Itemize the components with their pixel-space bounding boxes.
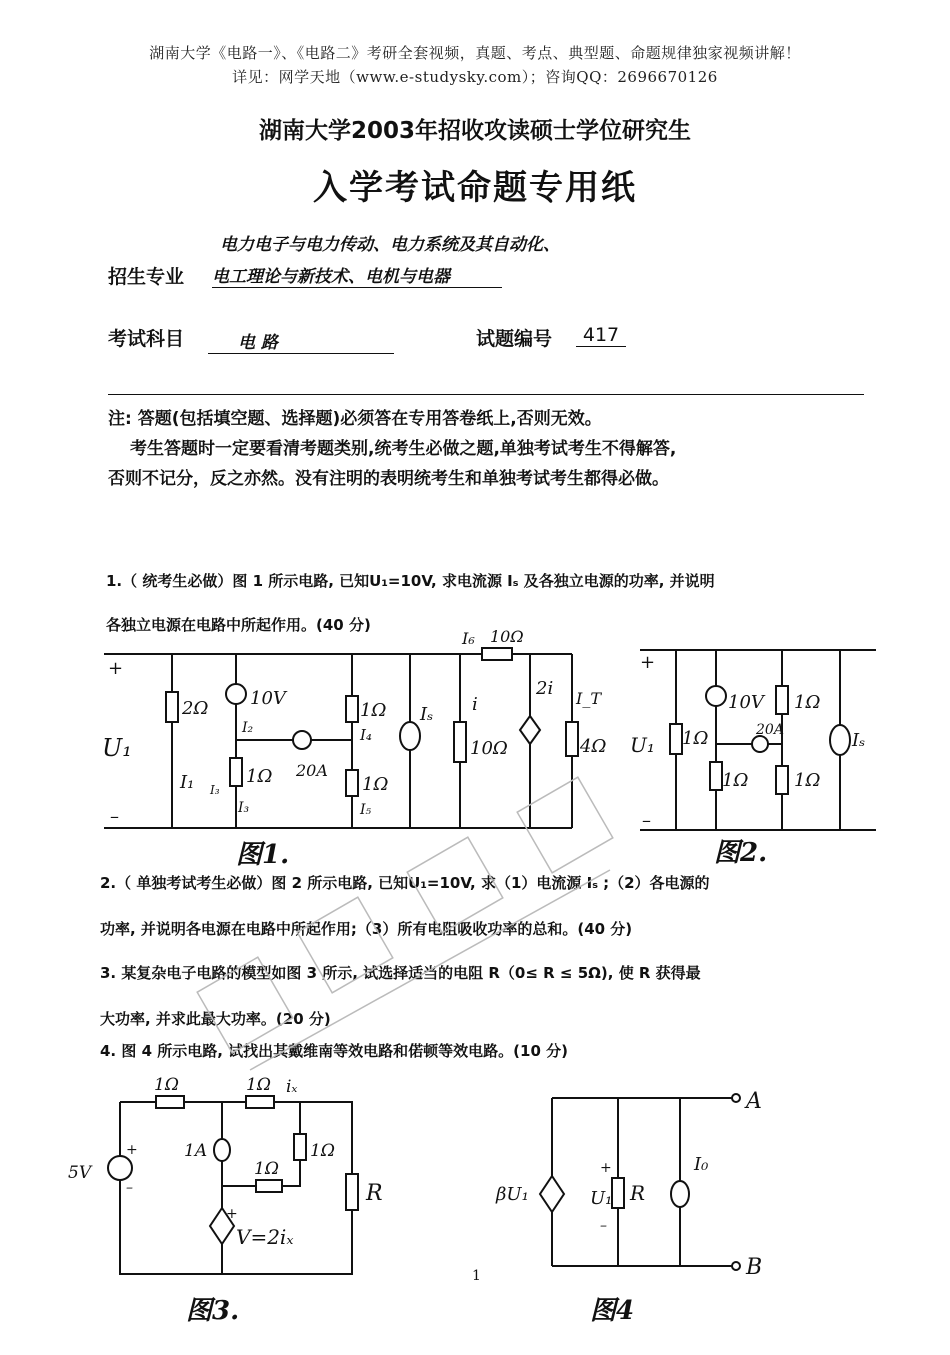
question-1-line2: 各独立电源在电路中所起作用。(40 分): [106, 616, 371, 634]
question-1-line1: 1.（ 统考生必做）图 1 所示电路, 已知U₁=10V, 求电流源 Iₛ 及各独立电源的功率, 并说明: [106, 572, 715, 590]
question-3-line1: 3. 某复杂电子电路的模型如图 3 所示, 试选择适当的电阻 R（0≤ R ≤ 5Ω), 使 R 获得最: [100, 964, 701, 982]
fig1-minus: –: [110, 806, 119, 827]
fig1-i2: I₂: [242, 720, 254, 736]
question-2-line2: 功率, 并说明各电源在电路中所起作用;（3）所有电阻吸收功率的总和。(40 分): [100, 920, 633, 938]
fig2-u1: U₁: [630, 733, 655, 757]
page-title-line2: 入学考试命题专用纸: [313, 168, 637, 208]
fig2-cs20: 20A: [756, 722, 784, 738]
fig1-extra-label: I₃: [210, 783, 220, 797]
fig3-minus-vs: –: [126, 1180, 133, 1196]
fig2-r1d: 1Ω: [794, 770, 821, 791]
fig1-r4: 4Ω: [580, 736, 607, 757]
fig1-r1b: 1Ω: [360, 700, 387, 721]
major-label: 招生专业: [108, 266, 185, 288]
fig1-vs: 10V: [250, 688, 286, 709]
fig4-a: A: [746, 1089, 762, 1114]
fig3-r1a: 1Ω: [154, 1075, 179, 1095]
figure-2-circuit: [630, 636, 880, 842]
fig1-is: Iₛ: [420, 704, 434, 725]
fig1-i6: I₆: [462, 629, 475, 648]
subject-value: 电 路: [208, 328, 394, 354]
fig3-plus-dep: +: [226, 1206, 238, 1222]
fig2-r1b: 1Ω: [722, 770, 749, 791]
fig2-vs: 10V: [728, 692, 764, 713]
question-3-line2: 大功率, 并求此最大功率。(20 分): [100, 1010, 331, 1028]
fig4-dep: βU₁: [496, 1184, 529, 1205]
fig3-ix: iₓ: [286, 1077, 298, 1097]
code-label: 试题编号: [476, 328, 553, 350]
fig1-i3: I₃: [238, 800, 250, 816]
fig4-b: B: [746, 1255, 763, 1280]
code-value: 417: [576, 324, 626, 347]
fig3-r1b: 1Ω: [246, 1075, 271, 1095]
fig2-r1c: 1Ω: [794, 692, 821, 713]
figure-4-caption: 图4: [590, 1296, 635, 1326]
fig1-r10: 10Ω: [470, 738, 508, 759]
fig4-u1: U₁: [590, 1188, 613, 1209]
question-2-line1: 2.（ 单独考试考生必做）图 2 所示电路, 已知U₁=10V, 求（1）电流源 Iₛ ;（2）各电源的: [100, 874, 710, 892]
fig1-i5: I₅: [360, 802, 372, 818]
fig1-cs20: 20A: [296, 761, 328, 780]
fig3-dep: V=2iₓ: [236, 1225, 294, 1249]
fig3-r: R: [366, 1181, 383, 1206]
watermark-stamp: [190, 770, 660, 1100]
fig4-r: R: [630, 1181, 646, 1205]
fig1-dep: 2i: [536, 678, 554, 699]
header-ad-line2: 详见：网学天地（www.e-studysky.com）；咨询QQ：2696670126: [232, 68, 718, 86]
question-4-line1: 4. 图 4 所示电路, 试找出其戴维南等效电路和偌顿等效电路。(10 分): [100, 1042, 568, 1060]
fig3-plus-vs: +: [126, 1142, 138, 1158]
fig3-vs: 5V: [68, 1163, 92, 1183]
fig2-is: Iₛ: [852, 730, 866, 751]
fig1-r1c: 1Ω: [362, 774, 389, 795]
fig1-i1: I₁: [180, 772, 195, 793]
fig2-r1a: 1Ω: [682, 728, 709, 749]
note-line1: 注: 答题(包括填空题、选择题)必须答在专用答卷纸上,否则无效。: [108, 409, 602, 429]
header-ad-line1: 湖南大学《电路一》、《电路二》考研全套视频，真题、考点、典型题、命题规律独家视频讲解！: [149, 44, 801, 62]
fig3-r1d: 1Ω: [254, 1159, 279, 1179]
fig4-io: I₀: [694, 1154, 709, 1175]
fig1-r10top: 10Ω: [490, 627, 524, 646]
page-title-line1: 湖南大学2003年招收攻读硕士学位研究生: [258, 118, 691, 144]
major-value-line2: 电工理论与新技术、电机与电器: [212, 262, 502, 288]
fig1-u1: U₁: [102, 734, 132, 762]
fig3-cs: 1A: [184, 1141, 208, 1161]
figure-1-caption: 图1.: [236, 840, 290, 870]
note-line3: 否则不记分，反之亦然。没有注明的表明统考生和单独考试考生都得必做。: [108, 469, 669, 489]
fig4-plus: +: [600, 1160, 612, 1176]
figure-2-caption: 图2.: [714, 838, 768, 868]
fig2-minus: –: [642, 810, 651, 831]
figure-4-circuit: [496, 1078, 776, 1284]
fig1-plus: +: [108, 658, 124, 679]
figure-3-caption: 图3.: [186, 1296, 240, 1326]
fig2-plus: +: [640, 652, 656, 673]
note-line2: 考生答题时一定要看清考题类别,统考生必做之题,单独考试考生不得解答,: [130, 439, 677, 459]
fig1-r2: 2Ω: [182, 698, 209, 719]
fig3-r1c: 1Ω: [310, 1141, 335, 1161]
fig1-i4: I₄: [360, 726, 372, 744]
separator-line: [108, 394, 864, 395]
fig1-it: I_T: [576, 689, 601, 708]
fig1-i: i: [472, 694, 478, 715]
subject-label: 考试科目: [108, 328, 185, 350]
fig1-r1a: 1Ω: [246, 766, 273, 787]
page-number: 1: [472, 1268, 481, 1284]
fig4-minus: –: [600, 1218, 607, 1234]
major-value-line1: 电力电子与电力传动、电力系统及其自动化、: [220, 235, 560, 255]
